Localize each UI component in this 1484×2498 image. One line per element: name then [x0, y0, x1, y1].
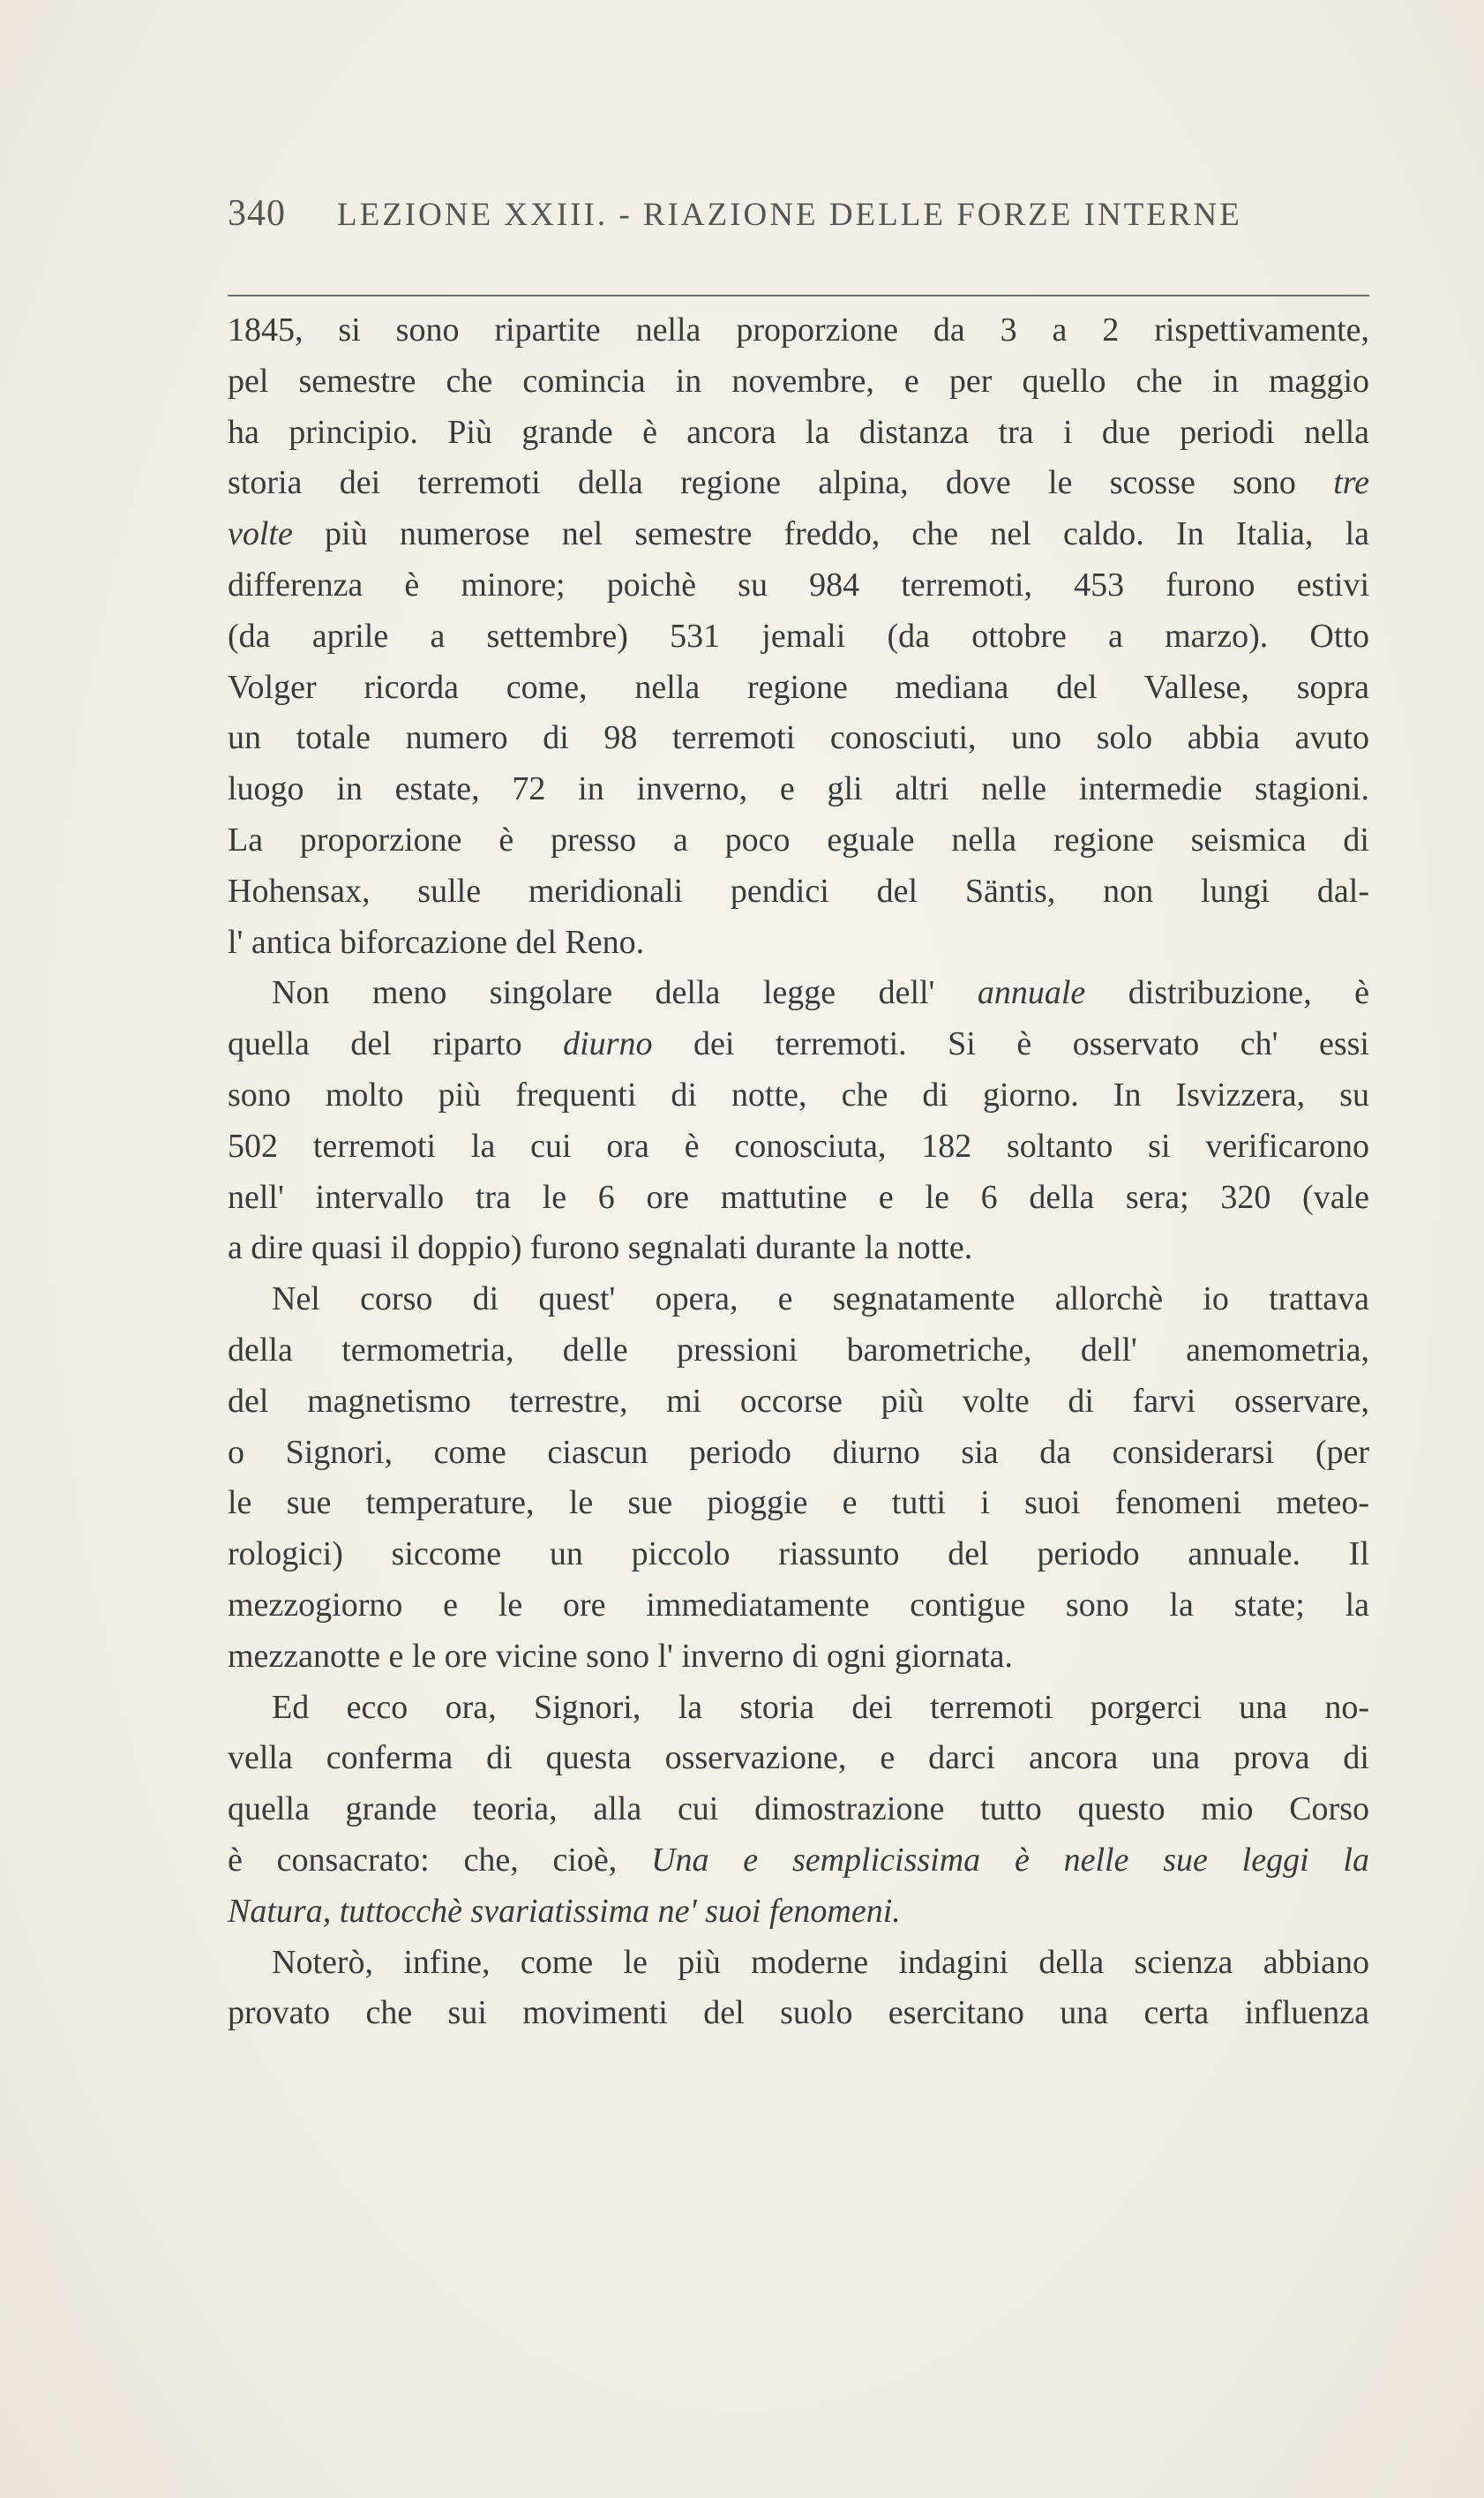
italic-text: diurno [563, 1025, 653, 1063]
text-line [228, 1019, 1369, 1070]
italic-text: Natura, tuttocchè svariatissima ne' suoi fenomeni. [228, 1892, 901, 1930]
text-line [228, 968, 1369, 1019]
text-line: o Signori, come ciascun periodo diurno sia da considerarsi (per [228, 1433, 1369, 1471]
text-run: dei terremoti. Si è osservato ch' essi [652, 1025, 1369, 1063]
text-line: differenza è minore; poichè su 984 terremoti, 453 furono estivi [228, 566, 1369, 604]
italic-text: annuale [977, 974, 1086, 1012]
running-title: LEZIONE XXIII. - RIAZIONE DELLE FORZE INTERNE [337, 197, 1242, 233]
text-line: provato che sui movimenti del suolo esercitano una certa influenza [228, 1994, 1369, 2032]
body-text [228, 305, 1369, 2039]
text-run: Non meno singolare della legge dell' [272, 974, 978, 1012]
text-line: luogo in estate, 72 in inverno, e gli altri nelle intermedie stagioni. [228, 770, 1369, 808]
text-line [228, 458, 1369, 509]
text-line: ha principio. Più grande è ancora la distanza tra i due periodi nella [228, 413, 1369, 451]
page-number: 340 [228, 193, 286, 234]
text-line: Ed ecco ora, Signori, la storia dei terremoti porgerci una no- [272, 1688, 1369, 1726]
text-line: a dire quasi il doppio) furono segnalati durante la notte. [228, 1229, 973, 1267]
text-line: l' antica biforcazione del Reno. [228, 923, 645, 961]
text-run: più numerose nel semestre freddo, che nel caldo. In Italia, la [292, 515, 1369, 553]
italic-text: volte [228, 515, 293, 553]
text-line [228, 1835, 1369, 1887]
text-line: rologici) siccome un piccolo riassunto del periodo annuale. Il [228, 1535, 1369, 1573]
text-line [228, 509, 1369, 560]
text-line: un totale numero di 98 terremoti conosciuti, uno solo abbia avuto [228, 719, 1369, 757]
text-line: mezzogiorno e le ore immediatamente contigue sono la state; la [228, 1586, 1369, 1624]
text-line: La proporzione è presso a poco eguale nella regione seismica di [228, 821, 1369, 859]
text-line: pel semestre che comincia in novembre, e per quello che in maggio [228, 362, 1369, 400]
text-line: Noterò, infine, come le più moderne indagini della scienza abbiano [272, 1943, 1369, 1981]
text-line: vella conferma di questa osservazione, e darci ancora una prova di [228, 1739, 1369, 1777]
text-run: storia dei terremoti della regione alpina, dove le scosse sono [228, 464, 1334, 502]
text-line: 502 terremoti la cui ora è conosciuta, 182 soltanto si verificarono [228, 1127, 1369, 1165]
text-run: è consacrato: che, cioè, [228, 1841, 652, 1879]
text-line: Volger ricorda come, nella regione mediana del Vallese, sopra [228, 668, 1369, 706]
text-line: (da aprile a settembre) 531 jemali (da ottobre a marzo). Otto [228, 617, 1369, 655]
text-line: le sue temperature, le sue pioggie e tutti i suoi fenomeni meteo- [228, 1484, 1369, 1522]
text-line [228, 1887, 1369, 1938]
text-line: Nel corso di quest' opera, e segnatamente allorchè io trattava [272, 1280, 1369, 1318]
italic-text: tre [1333, 464, 1369, 502]
text-run: distribuzione, è [1085, 974, 1369, 1012]
text-line: del magnetismo terrestre, mi occorse più volte di farvi osservare, [228, 1382, 1369, 1420]
header-rule [228, 295, 1369, 296]
text-line: 1845, si sono ripartite nella proporzione da 3 a 2 rispettivamente, [228, 311, 1369, 349]
running-header [228, 192, 1366, 235]
text-line: mezzanotte e le ore vicine sono l' inverno di ogni giornata. [228, 1637, 1014, 1675]
text-run: quella del riparto [228, 1025, 564, 1063]
italic-text: Una e semplicissima è nelle sue leggi la [651, 1841, 1369, 1879]
text-line: sono molto più frequenti di notte, che di giorno. In Isvizzera, su [228, 1076, 1369, 1114]
text-line: della termometria, delle pressioni barometriche, dell' anemometria, [228, 1331, 1369, 1369]
text-line: Hohensax, sulle meridionali pendici del Säntis, non lungi dal- [228, 872, 1369, 910]
text-line: nell' intervallo tra le 6 ore mattutine e le 6 della sera; 320 (vale [228, 1178, 1369, 1216]
text-line: quella grande teoria, alla cui dimostrazione tutto questo mio Corso [228, 1790, 1369, 1828]
